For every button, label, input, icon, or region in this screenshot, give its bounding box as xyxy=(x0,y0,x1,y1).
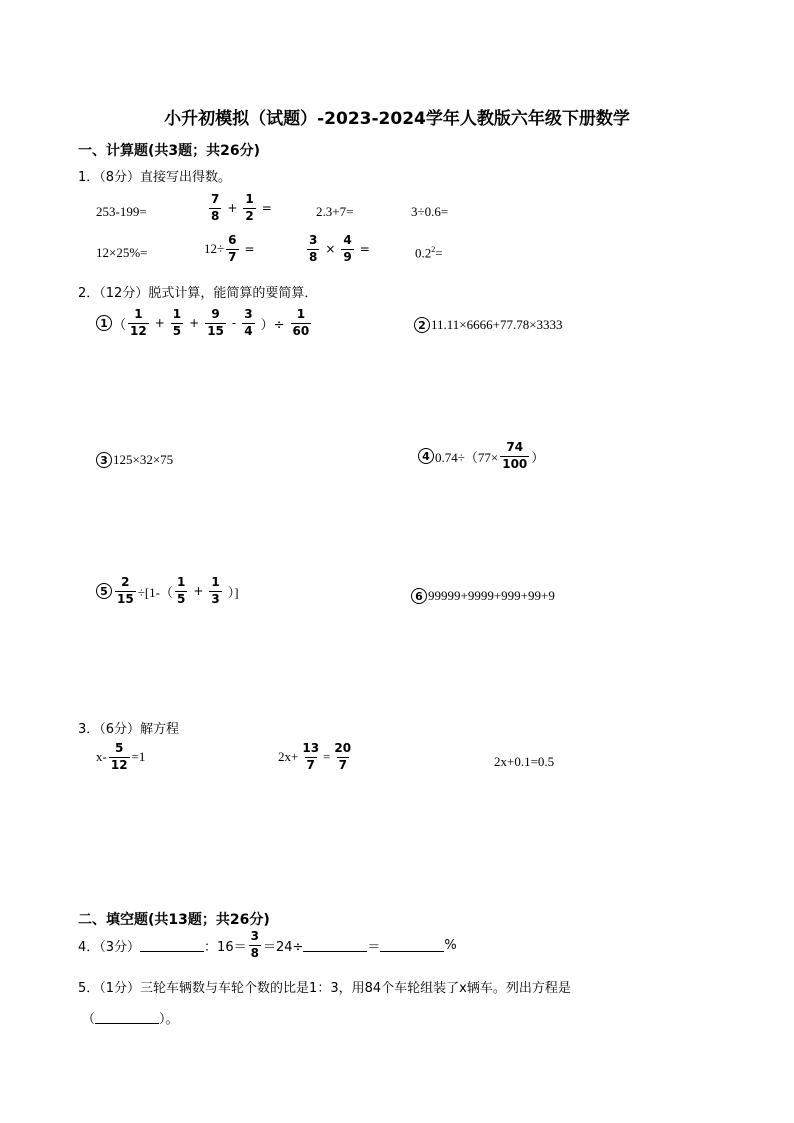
q1-item-h: $0.2^2=$ xyxy=(415,245,443,261)
circled-number: 1 xyxy=(96,315,112,331)
fraction: $\frac{3}{8}$ xyxy=(309,233,318,264)
question-5-answer-line: （ ）。 xyxy=(82,1012,179,1027)
q1-item-b: $\frac{7}{8}$ + $\frac{1}{2}$ = xyxy=(211,192,272,223)
fraction: $\frac{1}{3}$ xyxy=(211,575,220,606)
fraction: $\frac{2}{15}$ xyxy=(117,575,134,606)
fraction: $\frac{4}{9}$ xyxy=(343,233,352,264)
q2-problem-6: 6 99999+9999+999+99+9 xyxy=(411,588,555,604)
fraction: $\frac{6}{7}$ xyxy=(228,233,237,264)
section-2-heading: 二、填空题(共13题；共26分) xyxy=(78,912,270,928)
circled-number: 5 xyxy=(96,583,112,599)
fraction: $\frac{1}{12}$ xyxy=(130,307,147,338)
fraction: $\frac{13}{7}$ xyxy=(302,741,320,772)
circled-number: 6 xyxy=(411,588,427,604)
q2-problem-4: 4 0.74÷（77× $\frac{74}{100}$ ） xyxy=(418,441,544,472)
answer-blank[interactable] xyxy=(380,939,444,952)
circled-number: 3 xyxy=(96,452,112,468)
fraction: $\frac{1}{60}$ xyxy=(292,307,310,338)
fraction: $\frac{1}{5}$ xyxy=(172,307,182,338)
question-1-label: 1．（8分）直接写出得数。 xyxy=(78,170,232,185)
fraction: $\frac{1}{5}$ xyxy=(177,575,186,606)
circled-number: 4 xyxy=(418,448,434,464)
q3-equation-3: 2x+0.1=0.5 xyxy=(494,754,555,769)
q1-item-f: 12÷ $\frac{6}{7}$ = xyxy=(204,233,255,264)
q2-problem-1: 1 （ $\frac{1}{12}$ + $\frac{1}{5}$ + $\frac{9}{15}$ - $\frac{3}{4}$ ）÷ $\frac{1}{60}$ xyxy=(96,308,313,339)
answer-blank[interactable] xyxy=(140,939,204,952)
q1-item-d: 3÷0.6= xyxy=(411,204,449,219)
fraction: $\frac{3}{4}$ xyxy=(244,307,253,338)
fraction: $\frac{9}{15}$ xyxy=(207,307,224,338)
fraction: $\frac{3}{8}$ xyxy=(250,929,259,960)
q3-equation-2: 2x+ $\frac{13}{7}$ = $\frac{20}{7}$ xyxy=(278,741,352,772)
page-title: 小升初模拟（试题）-2023-2024学年人教版六年级下册数学 xyxy=(164,109,630,129)
q1-item-g: $\frac{3}{8}$ × $\frac{4}{9}$ = xyxy=(309,233,370,264)
fraction: $\frac{74}{100}$ xyxy=(502,440,528,471)
q1-item-e: 12×25%= xyxy=(96,245,148,260)
q1-item-c: 2.3+7= xyxy=(316,204,354,219)
fraction: $\frac{5}{12}$ xyxy=(110,741,128,772)
q2-problem-3: 3 125×32×75 xyxy=(96,452,173,468)
q1-item-a: 253-199= xyxy=(96,204,147,219)
question-2-label: 2．（12分）脱式计算，能简算的要简算． xyxy=(78,286,318,301)
q3-equation-1: x- $\frac{5}{12}$ =1 xyxy=(96,741,146,772)
q2-problem-2: 2 11.11×6666+77.78×3333 xyxy=(414,317,563,333)
fraction: $\frac{20}{7}$ xyxy=(334,741,352,772)
fraction: $\frac{1}{2}$ xyxy=(245,192,254,223)
q2-problem-5: 5 $\frac{2}{15}$ ÷[1-（ $\frac{1}{5}$ + $\frac{1}{3}$ ）] xyxy=(96,576,239,607)
question-5-text: 5．（1分）三轮车辆数与车轮个数的比是1：3，用84个车轮组装了x辆车。列出方程是 xyxy=(78,981,571,996)
question-3-label: 3．（6分）解方程 xyxy=(78,722,180,737)
circled-number: 2 xyxy=(414,317,430,333)
fraction: $\frac{7}{8}$ xyxy=(211,192,220,223)
answer-blank[interactable] xyxy=(95,1011,159,1024)
section-1-heading: 一、计算题(共3题；共26分) xyxy=(78,143,261,159)
question-4: 4．（3分） ：16＝ $\frac{3}{8}$ ＝24÷ ＝ % xyxy=(78,929,457,960)
answer-blank[interactable] xyxy=(303,939,367,952)
